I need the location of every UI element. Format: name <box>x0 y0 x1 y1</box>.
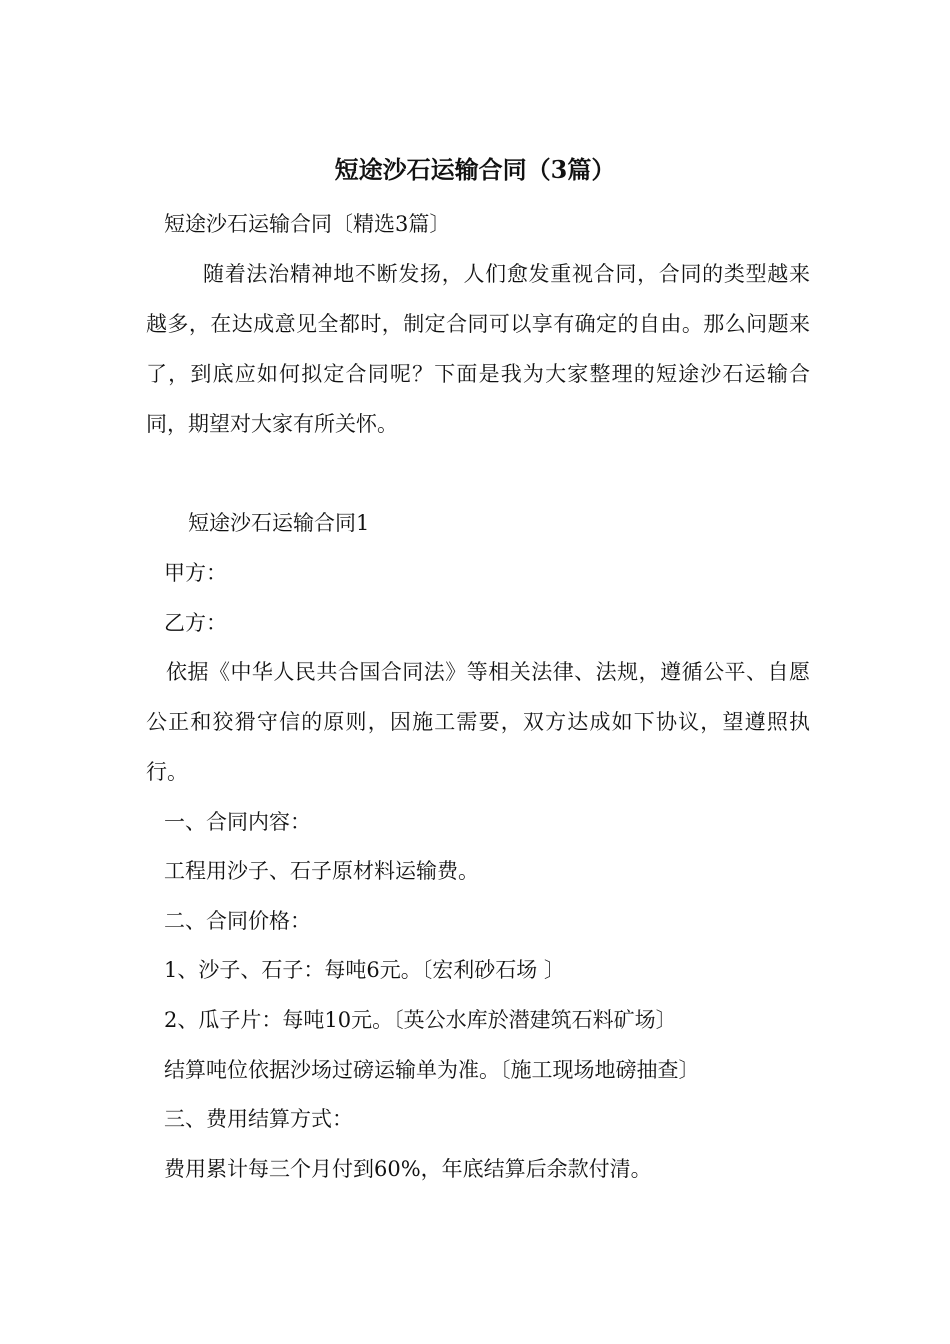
price-item-2: 2、瓜子片：每吨10元。〔英公水库於潜建筑石料矿场〕 <box>164 1008 677 1032</box>
document-title: 短途沙石运输合同（3篇） <box>334 155 616 184</box>
intro-paragraph: 随着法治精神地不断发扬，人们愈发重视合同，合同的类型越来越多，在达成意见全都时，制定合同可以享有确定的自由。那么问题来了，到底应如何拟定合同呢？下面是我为大家整理的短途沙石运输合同，期望对大家有所关怀。 <box>146 262 810 436</box>
settlement-basis: 结算吨位依据沙场过磅运输单为准。〔施工现场地磅抽查〕 <box>164 1058 700 1082</box>
section1-text: 工程用沙子、石子原材料运输费。 <box>164 859 479 883</box>
document-subtitle: 短途沙石运输合同〔精选3篇〕 <box>164 212 451 236</box>
price-item-1: 1、沙子、石子：每吨6元。〔宏利砂石场 〕 <box>164 958 565 982</box>
party-b-label: 乙方： <box>164 611 227 635</box>
section2-title: 二、合同价格： <box>164 909 311 933</box>
party-a-label: 甲方： <box>164 561 227 585</box>
basis-paragraph: 依据《中华人民共合国合同法》等相关法律、法规，遵循公平、自愿公正和狡猾守信的原则，因施工需要，双方达成如下协议，望遵照执行。 <box>146 660 810 784</box>
section3-text: 费用累计每三个月付到60%，年底结算后余款付清。 <box>164 1157 652 1181</box>
contract1-heading: 短途沙石运输合同1 <box>188 511 370 535</box>
section3-title: 三、费用结算方式： <box>164 1107 353 1131</box>
section1-title: 一、合同内容： <box>164 810 311 834</box>
